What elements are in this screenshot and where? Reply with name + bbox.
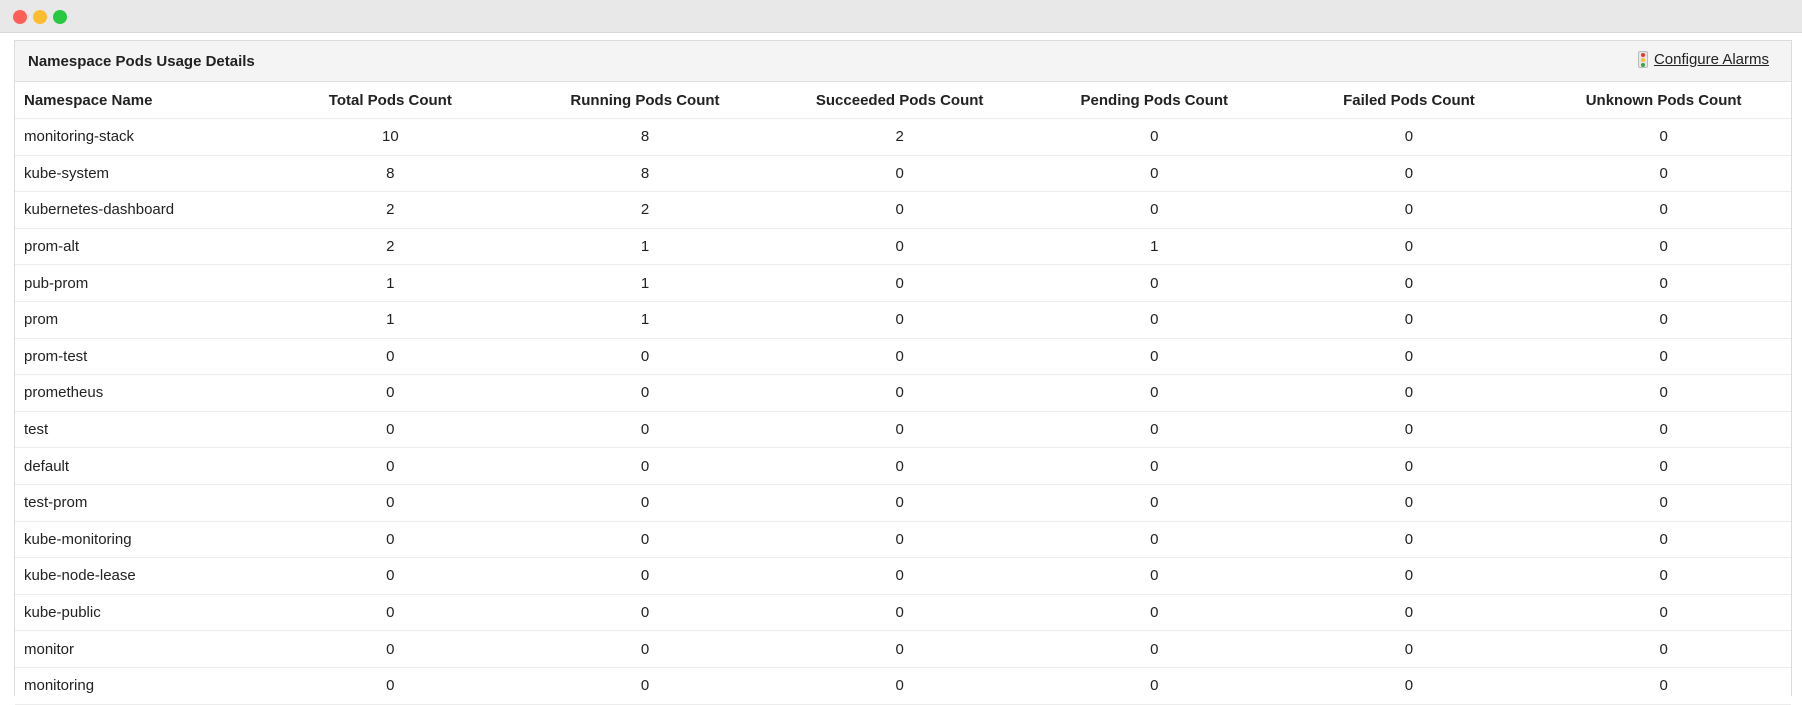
count-cell: 0: [263, 375, 518, 412]
count-cell: 0: [772, 594, 1027, 631]
count-cell: 0: [772, 192, 1027, 229]
namespace-name-cell: test-prom: [15, 484, 263, 521]
count-cell: 0: [263, 594, 518, 631]
column-header-unknown-pods[interactable]: Unknown Pods Count: [1536, 82, 1791, 119]
count-cell: 0: [1282, 631, 1537, 668]
count-cell: 2: [518, 192, 773, 229]
count-cell: 0: [263, 448, 518, 485]
count-cell: 0: [1027, 119, 1282, 156]
count-cell: 0: [772, 155, 1027, 192]
count-cell: 0: [1027, 338, 1282, 375]
count-cell: 0: [1536, 558, 1791, 595]
count-cell: 0: [1282, 192, 1537, 229]
table-header-row: [15, 82, 1791, 119]
namespace-name-cell: test: [15, 411, 263, 448]
count-cell: 2: [772, 119, 1027, 156]
count-cell: 0: [1282, 119, 1537, 156]
count-cell: 0: [518, 558, 773, 595]
count-cell: 0: [518, 448, 773, 485]
count-cell: 0: [1282, 228, 1537, 265]
count-cell: 1: [518, 265, 773, 302]
count-cell: 0: [1282, 301, 1537, 338]
namespace-name-cell: prom-alt: [15, 228, 263, 265]
namespace-name-cell: default: [15, 448, 263, 485]
column-header-total-pods[interactable]: Total Pods Count: [263, 82, 518, 119]
count-cell: 0: [1027, 558, 1282, 595]
count-cell: 0: [1282, 484, 1537, 521]
table-row: [15, 301, 1791, 338]
count-cell: 0: [263, 521, 518, 558]
count-cell: 1: [263, 301, 518, 338]
count-cell: 0: [1027, 484, 1282, 521]
count-cell: 0: [772, 484, 1027, 521]
panel-header: [15, 41, 1791, 82]
count-cell: 2: [263, 228, 518, 265]
count-cell: 0: [1536, 411, 1791, 448]
count-cell: 0: [1536, 192, 1791, 229]
count-cell: 0: [1536, 228, 1791, 265]
count-cell: 0: [1027, 301, 1282, 338]
namespace-name-cell: kube-node-lease: [15, 558, 263, 595]
count-cell: 0: [772, 631, 1027, 668]
count-cell: 10: [263, 119, 518, 156]
table-row: [15, 228, 1791, 265]
column-header-running-pods[interactable]: Running Pods Count: [518, 82, 773, 119]
count-cell: 0: [518, 521, 773, 558]
configure-alarms-link[interactable]: [1638, 51, 1769, 68]
count-cell: 0: [1536, 484, 1791, 521]
window-titlebar: [0, 0, 1802, 33]
count-cell: 0: [1027, 594, 1282, 631]
namespace-name-cell: prom-test: [15, 338, 263, 375]
count-cell: 0: [1027, 265, 1282, 302]
close-window-button[interactable]: [13, 10, 27, 24]
count-cell: 0: [263, 411, 518, 448]
count-cell: 0: [1282, 667, 1537, 704]
count-cell: 0: [1536, 375, 1791, 412]
count-cell: 0: [1027, 192, 1282, 229]
count-cell: 0: [263, 631, 518, 668]
count-cell: 1: [518, 301, 773, 338]
count-cell: 0: [772, 301, 1027, 338]
column-header-failed-pods[interactable]: Failed Pods Count: [1282, 82, 1537, 119]
count-cell: 0: [518, 411, 773, 448]
maximize-window-button[interactable]: [53, 10, 67, 24]
count-cell: 0: [518, 338, 773, 375]
count-cell: 0: [772, 338, 1027, 375]
namespace-name-cell: kube-monitoring: [15, 521, 263, 558]
count-cell: 0: [1282, 594, 1537, 631]
table-row: [15, 119, 1791, 156]
column-header-namespace-name[interactable]: Namespace Name: [15, 82, 263, 119]
count-cell: 0: [1282, 411, 1537, 448]
count-cell: 8: [263, 155, 518, 192]
count-cell: 0: [518, 594, 773, 631]
count-cell: 0: [1282, 338, 1537, 375]
namespace-name-cell: monitor: [15, 631, 263, 668]
count-cell: 0: [1027, 155, 1282, 192]
table-row: [15, 667, 1791, 704]
count-cell: 0: [263, 338, 518, 375]
count-cell: 0: [1282, 521, 1537, 558]
column-header-pending-pods[interactable]: Pending Pods Count: [1027, 82, 1282, 119]
table-row: [15, 411, 1791, 448]
count-cell: 0: [263, 667, 518, 704]
count-cell: 0: [518, 375, 773, 412]
count-cell: 0: [1027, 411, 1282, 448]
count-cell: 0: [1282, 448, 1537, 485]
count-cell: 0: [1282, 375, 1537, 412]
namespace-name-cell: monitoring: [15, 667, 263, 704]
pods-usage-table: [15, 82, 1791, 705]
namespace-name-cell: prom: [15, 301, 263, 338]
count-cell: 0: [1536, 338, 1791, 375]
table-row: [15, 558, 1791, 595]
count-cell: 0: [772, 521, 1027, 558]
count-cell: 0: [1027, 521, 1282, 558]
count-cell: 0: [518, 667, 773, 704]
count-cell: 0: [1536, 631, 1791, 668]
count-cell: 0: [1027, 667, 1282, 704]
count-cell: 1: [518, 228, 773, 265]
panel-title: Namespace Pods Usage Details: [28, 53, 255, 70]
count-cell: 8: [518, 119, 773, 156]
table-row: [15, 155, 1791, 192]
count-cell: 0: [772, 265, 1027, 302]
minimize-window-button[interactable]: [33, 10, 47, 24]
table-row: [15, 338, 1791, 375]
count-cell: 0: [263, 558, 518, 595]
count-cell: 0: [1536, 667, 1791, 704]
count-cell: 0: [1536, 265, 1791, 302]
count-cell: 0: [772, 411, 1027, 448]
count-cell: 0: [1536, 155, 1791, 192]
namespace-name-cell: prometheus: [15, 375, 263, 412]
count-cell: 1: [1027, 228, 1282, 265]
count-cell: 2: [263, 192, 518, 229]
count-cell: 0: [772, 228, 1027, 265]
count-cell: 0: [1027, 631, 1282, 668]
count-cell: 0: [518, 484, 773, 521]
table-row: [15, 265, 1791, 302]
count-cell: 1: [263, 265, 518, 302]
namespace-name-cell: monitoring-stack: [15, 119, 263, 156]
namespace-pods-panel: [14, 40, 1792, 696]
count-cell: 0: [772, 448, 1027, 485]
count-cell: 8: [518, 155, 773, 192]
count-cell: 0: [1536, 594, 1791, 631]
table-row: [15, 594, 1791, 631]
namespace-name-cell: kubernetes-dashboard: [15, 192, 263, 229]
count-cell: 0: [772, 558, 1027, 595]
count-cell: 0: [1027, 448, 1282, 485]
column-header-succeeded-pods[interactable]: Succeeded Pods Count: [772, 82, 1027, 119]
count-cell: 0: [1282, 558, 1537, 595]
table-row: [15, 448, 1791, 485]
namespace-name-cell: kube-public: [15, 594, 263, 631]
count-cell: 0: [1536, 448, 1791, 485]
namespace-name-cell: kube-system: [15, 155, 263, 192]
count-cell: 0: [1282, 265, 1537, 302]
table-row: [15, 521, 1791, 558]
count-cell: 0: [1536, 521, 1791, 558]
configure-alarms-label[interactable]: Configure Alarms: [1653, 51, 1769, 68]
count-cell: 0: [1282, 155, 1537, 192]
table-row: [15, 631, 1791, 668]
table-row: [15, 375, 1791, 412]
count-cell: 0: [263, 484, 518, 521]
table-row: [15, 484, 1791, 521]
table-body: [15, 119, 1791, 705]
namespace-name-cell: pub-prom: [15, 265, 263, 302]
count-cell: 0: [1536, 119, 1791, 156]
count-cell: 0: [518, 631, 773, 668]
count-cell: 0: [1027, 375, 1282, 412]
count-cell: 0: [1536, 301, 1791, 338]
traffic-light-icon: [1638, 51, 1648, 68]
count-cell: 0: [772, 667, 1027, 704]
count-cell: 0: [772, 375, 1027, 412]
table-row: [15, 192, 1791, 229]
